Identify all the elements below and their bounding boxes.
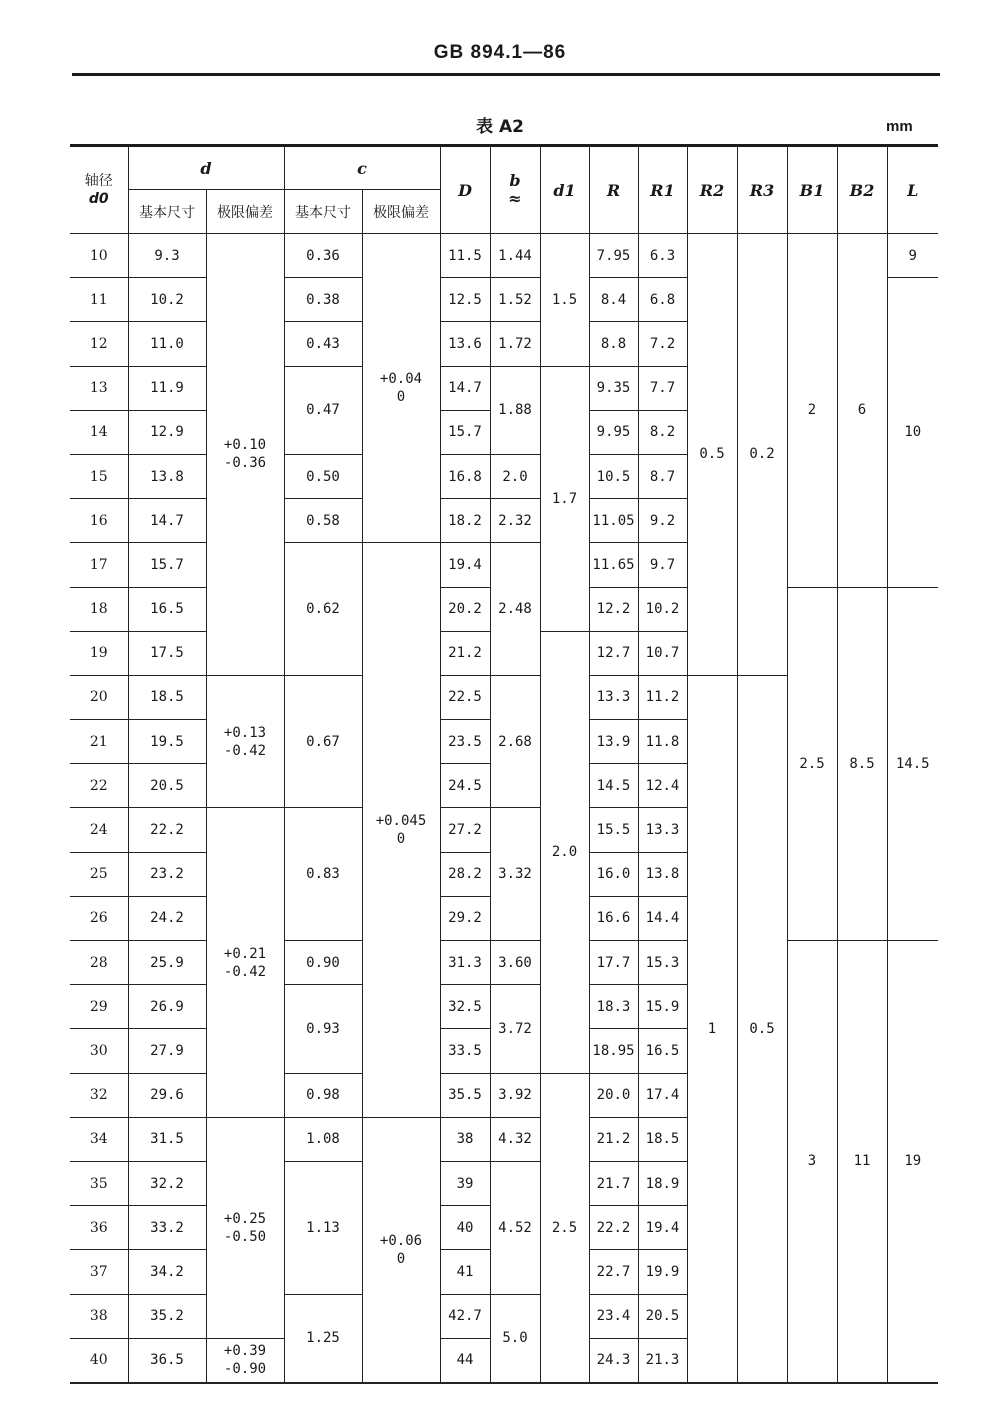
shaft-diameter-cell: 16: [70, 499, 128, 543]
b-cell: 2.0: [490, 454, 540, 498]
shaft-diameter-cell: 14: [70, 410, 128, 454]
d-basic-cell: 19.5: [128, 720, 206, 764]
R1-cell: 19.4: [638, 1206, 687, 1250]
shaft-diameter-cell: 18: [70, 587, 128, 631]
D-cell: 39: [440, 1161, 490, 1205]
shaft-diameter-cell: 37: [70, 1250, 128, 1294]
R-cell: 16.0: [589, 852, 638, 896]
shaft-diameter-cell: 20: [70, 675, 128, 719]
R-cell: 18.3: [589, 985, 638, 1029]
R1-cell: 18.9: [638, 1161, 687, 1205]
D-cell: 42.7: [440, 1294, 490, 1338]
R-cell: 22.7: [589, 1250, 638, 1294]
D-cell: 21.2: [440, 631, 490, 675]
d-basic-cell: 20.5: [128, 764, 206, 808]
R-cell: 7.95: [589, 234, 638, 278]
R-cell: 24.3: [589, 1338, 638, 1382]
c-limit-deviation-cell: [362, 1117, 440, 1382]
header-d1: d1: [540, 146, 589, 234]
B2-cell: 8.5: [837, 587, 887, 941]
shaft-diameter-cell: 32: [70, 1073, 128, 1117]
D-cell: 41: [440, 1250, 490, 1294]
D-cell: 20.2: [440, 587, 490, 631]
R-cell: 11.65: [589, 543, 638, 587]
R-cell: 20.0: [589, 1073, 638, 1117]
D-cell: 35.5: [440, 1073, 490, 1117]
D-cell: 38: [440, 1117, 490, 1161]
bottom-rule: [70, 1382, 938, 1384]
tolerance-lower: -0.42: [223, 742, 267, 759]
d-basic-cell: 29.6: [128, 1073, 206, 1117]
R1-cell: 21.3: [638, 1338, 687, 1382]
d1-cell: 1.7: [540, 366, 589, 631]
b-cell: 5.0: [490, 1294, 540, 1382]
R-cell: 12.2: [589, 587, 638, 631]
D-cell: 12.5: [440, 278, 490, 322]
c-limit-deviation-cell: [362, 543, 440, 1117]
D-cell: 13.6: [440, 322, 490, 366]
D-cell: 28.2: [440, 852, 490, 896]
tolerance-lower: -0.90: [223, 1361, 267, 1378]
D-cell: 31.3: [440, 941, 490, 985]
R2-cell: 1: [687, 675, 737, 1382]
c-basic-cell: 0.90: [284, 941, 362, 985]
tolerance-lower: 0: [396, 389, 406, 406]
R1-cell: 15.9: [638, 985, 687, 1029]
b-cell: 3.60: [490, 941, 540, 985]
shaft-diameter-cell: 36: [70, 1206, 128, 1250]
shaft-diameter-cell: 30: [70, 1029, 128, 1073]
R-cell: 16.6: [589, 896, 638, 940]
R-cell: 9.35: [589, 366, 638, 410]
c-basic-cell: 0.93: [284, 985, 362, 1073]
d1-cell: 1.5: [540, 234, 589, 367]
d-basic-cell: 14.7: [128, 499, 206, 543]
tolerance-upper: +0.045: [375, 813, 427, 830]
R1-cell: 13.3: [638, 808, 687, 852]
shaft-diameter-cell: 38: [70, 1294, 128, 1338]
B2-cell: 11: [837, 941, 887, 1383]
d-basic-cell: 10.2: [128, 278, 206, 322]
d-basic-cell: 22.2: [128, 808, 206, 852]
header-rule: [72, 73, 940, 76]
header-d-basic-size: 基本尺寸: [128, 190, 206, 234]
D-cell: 44: [440, 1338, 490, 1382]
b-cell: 4.32: [490, 1117, 540, 1161]
R1-cell: 10.2: [638, 587, 687, 631]
shaft-diameter-cell: 35: [70, 1161, 128, 1205]
shaft-diameter-cell: 28: [70, 941, 128, 985]
d-limit-deviation-cell: [206, 1338, 284, 1382]
R-cell: 17.7: [589, 941, 638, 985]
header-R3: R3: [737, 146, 787, 234]
b-cell: 3.72: [490, 985, 540, 1073]
R1-cell: 9.2: [638, 499, 687, 543]
d-limit-deviation-cell: [206, 675, 284, 808]
d-basic-cell: 31.5: [128, 1117, 206, 1161]
R1-cell: 13.8: [638, 852, 687, 896]
D-cell: 32.5: [440, 985, 490, 1029]
tolerance-upper: +0.25: [223, 1210, 267, 1227]
tolerance-upper: +0.04: [379, 371, 423, 388]
c-basic-cell: 0.43: [284, 322, 362, 366]
c-basic-cell: 0.38: [284, 278, 362, 322]
header-L: L: [887, 146, 938, 234]
d-basic-cell: 27.9: [128, 1029, 206, 1073]
R1-cell: 6.3: [638, 234, 687, 278]
D-cell: 11.5: [440, 234, 490, 278]
b-cell: 1.52: [490, 278, 540, 322]
b-cell: 3.32: [490, 808, 540, 941]
c-basic-cell: 1.08: [284, 1117, 362, 1161]
R3-cell: 0.2: [737, 234, 787, 676]
d-limit-deviation-cell: [206, 1117, 284, 1338]
R1-cell: 11.8: [638, 720, 687, 764]
R1-cell: 17.4: [638, 1073, 687, 1117]
c-basic-cell: 0.47: [284, 366, 362, 454]
d1-cell: 2.5: [540, 1073, 589, 1382]
header-c-basic-size: 基本尺寸: [284, 190, 362, 234]
header-shaft-diameter: 轴径 d0: [70, 146, 128, 234]
shaft-diameter-cell: 24: [70, 808, 128, 852]
B2-cell: 6: [837, 234, 887, 588]
b-cell: 3.92: [490, 1073, 540, 1117]
tolerance-upper: +0.21: [223, 945, 267, 962]
tolerance-lower: 0: [396, 1250, 406, 1267]
header-D: D: [440, 146, 490, 234]
D-cell: 22.5: [440, 675, 490, 719]
d-basic-cell: 18.5: [128, 675, 206, 719]
header-B2: B2: [837, 146, 887, 234]
d-basic-cell: 13.8: [128, 454, 206, 498]
b-cell: 2.48: [490, 543, 540, 676]
shaft-diameter-cell: 11: [70, 278, 128, 322]
d-basic-cell: 17.5: [128, 631, 206, 675]
b-cell: 1.72: [490, 322, 540, 366]
R1-cell: 8.7: [638, 454, 687, 498]
R1-cell: 15.3: [638, 941, 687, 985]
R3-cell: 0.5: [737, 675, 787, 1382]
R1-cell: 16.5: [638, 1029, 687, 1073]
tolerance-upper: +0.06: [379, 1232, 423, 1249]
shaft-diameter-cell: 19: [70, 631, 128, 675]
R-cell: 8.8: [589, 322, 638, 366]
tolerance-lower: -0.50: [223, 1228, 267, 1245]
table-body: [70, 234, 938, 1383]
tolerance-upper: +0.10: [223, 437, 267, 454]
R-cell: 21.2: [589, 1117, 638, 1161]
b-cell: 4.52: [490, 1161, 540, 1294]
d-basic-cell: 35.2: [128, 1294, 206, 1338]
R1-cell: 8.2: [638, 410, 687, 454]
b-cell: 1.44: [490, 234, 540, 278]
d-basic-cell: 12.9: [128, 410, 206, 454]
c-basic-cell: 0.83: [284, 808, 362, 941]
d-basic-cell: 24.2: [128, 896, 206, 940]
d1-cell: 2.0: [540, 631, 589, 1073]
D-cell: 23.5: [440, 720, 490, 764]
D-cell: 18.2: [440, 499, 490, 543]
B1-cell: 2.5: [787, 587, 837, 941]
L-cell: 19: [887, 941, 938, 1383]
d-limit-deviation-cell: [206, 808, 284, 1117]
c-basic-cell: 0.62: [284, 543, 362, 676]
R1-cell: 19.9: [638, 1250, 687, 1294]
L-cell: 10: [887, 278, 938, 587]
header-d-limit-deviation: 极限偏差: [206, 190, 284, 234]
shaft-diameter-cell: 21: [70, 720, 128, 764]
D-cell: 27.2: [440, 808, 490, 852]
b-cell: 2.68: [490, 675, 540, 808]
R1-cell: 14.4: [638, 896, 687, 940]
shaft-diameter-cell: 26: [70, 896, 128, 940]
header-d: d: [128, 146, 284, 190]
R-cell: 14.5: [589, 764, 638, 808]
d-basic-cell: 15.7: [128, 543, 206, 587]
L-cell: 14.5: [887, 587, 938, 941]
D-cell: 24.5: [440, 764, 490, 808]
R1-cell: 7.7: [638, 366, 687, 410]
R-cell: 18.95: [589, 1029, 638, 1073]
R-cell: 11.05: [589, 499, 638, 543]
shaft-diameter-cell: 10: [70, 234, 128, 278]
b-cell: 2.32: [490, 499, 540, 543]
c-basic-cell: 0.58: [284, 499, 362, 543]
header-c: c: [284, 146, 440, 190]
header-R1: R1: [638, 146, 687, 234]
shaft-diameter-cell: 29: [70, 985, 128, 1029]
d-basic-cell: 32.2: [128, 1161, 206, 1205]
d-basic-cell: 25.9: [128, 941, 206, 985]
D-cell: 33.5: [440, 1029, 490, 1073]
shaft-diameter-cell: 12: [70, 322, 128, 366]
d-basic-cell: 33.2: [128, 1206, 206, 1250]
unit-label: mm: [886, 118, 913, 135]
tolerance-lower: -0.36: [223, 455, 267, 472]
R-cell: 15.5: [589, 808, 638, 852]
D-cell: 19.4: [440, 543, 490, 587]
header-b: b ≈: [490, 146, 540, 234]
table-row: [70, 234, 938, 278]
R-cell: 8.4: [589, 278, 638, 322]
D-cell: 40: [440, 1206, 490, 1250]
shaft-diameter-cell: 25: [70, 852, 128, 896]
d-basic-cell: 34.2: [128, 1250, 206, 1294]
D-cell: 14.7: [440, 366, 490, 410]
D-cell: 29.2: [440, 896, 490, 940]
d-basic-cell: 16.5: [128, 587, 206, 631]
table-caption: 表 A2: [476, 117, 524, 137]
d-basic-cell: 9.3: [128, 234, 206, 278]
tolerance-lower: 0: [396, 831, 406, 848]
dimension-table: [70, 144, 938, 1383]
header-R2: R2: [687, 146, 737, 234]
header-R: R: [589, 146, 638, 234]
R1-cell: 20.5: [638, 1294, 687, 1338]
L-cell: 9: [887, 234, 938, 278]
c-basic-cell: 0.50: [284, 454, 362, 498]
document-code: GB 894.1—86: [433, 42, 567, 63]
D-cell: 15.7: [440, 410, 490, 454]
table-row: [70, 941, 938, 985]
shaft-diameter-cell: 17: [70, 543, 128, 587]
header-B1: B1: [787, 146, 837, 234]
shaft-diameter-cell: 15: [70, 454, 128, 498]
R-cell: 22.2: [589, 1206, 638, 1250]
R1-cell: 6.8: [638, 278, 687, 322]
shaft-diameter-cell: 40: [70, 1338, 128, 1382]
c-basic-cell: 1.25: [284, 1294, 362, 1382]
shaft-diameter-cell: 34: [70, 1117, 128, 1161]
R-cell: 13.9: [589, 720, 638, 764]
tolerance-lower: -0.42: [223, 963, 267, 980]
R2-cell: 0.5: [687, 234, 737, 676]
d-limit-deviation-cell: [206, 234, 284, 676]
B1-cell: 3: [787, 941, 837, 1383]
R1-cell: 7.2: [638, 322, 687, 366]
tolerance-upper: +0.13: [223, 724, 267, 741]
D-cell: 16.8: [440, 454, 490, 498]
d-basic-cell: 36.5: [128, 1338, 206, 1382]
R1-cell: 10.7: [638, 631, 687, 675]
c-basic-cell: 1.13: [284, 1161, 362, 1294]
tolerance-upper: +0.39: [223, 1343, 267, 1360]
c-limit-deviation-cell: [362, 234, 440, 543]
d-basic-cell: 26.9: [128, 985, 206, 1029]
c-basic-cell: 0.36: [284, 234, 362, 278]
c-basic-cell: 0.98: [284, 1073, 362, 1117]
R1-cell: 12.4: [638, 764, 687, 808]
R-cell: 21.7: [589, 1161, 638, 1205]
c-basic-cell: 0.67: [284, 675, 362, 808]
shaft-diameter-cell: 22: [70, 764, 128, 808]
R1-cell: 18.5: [638, 1117, 687, 1161]
R-cell: 23.4: [589, 1294, 638, 1338]
R-cell: 13.3: [589, 675, 638, 719]
d-basic-cell: 11.9: [128, 366, 206, 410]
d-basic-cell: 11.0: [128, 322, 206, 366]
R-cell: 12.7: [589, 631, 638, 675]
R-cell: 9.95: [589, 410, 638, 454]
R1-cell: 9.7: [638, 543, 687, 587]
R-cell: 10.5: [589, 454, 638, 498]
d-basic-cell: 23.2: [128, 852, 206, 896]
shaft-diameter-cell: 13: [70, 366, 128, 410]
R1-cell: 11.2: [638, 675, 687, 719]
header-c-limit-deviation: 极限偏差: [362, 190, 440, 234]
b-cell: 1.88: [490, 366, 540, 454]
B1-cell: 2: [787, 234, 837, 588]
